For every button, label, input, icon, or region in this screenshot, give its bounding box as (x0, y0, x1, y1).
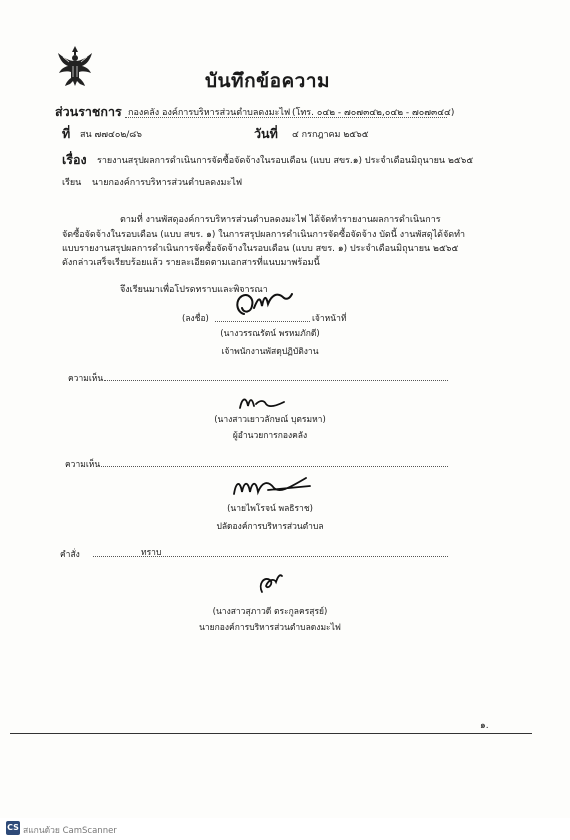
signature-3-mark (230, 474, 330, 504)
closing-text: จึงเรียนมาเพื่อโปรดทราบและพิจารณา (120, 285, 268, 295)
ref-label: ที่ (62, 126, 71, 141)
camscanner-text: สแกนด้วย CamScanner (23, 826, 117, 836)
opinion-1-line (104, 380, 448, 381)
to-value: นายกองค์การบริหารส่วนตำบลดงมะไฟ (92, 178, 243, 188)
subject-label: เรื่อง (62, 152, 87, 167)
opinion-label-2: ความเห็น (65, 460, 101, 470)
to-label: เรียน (62, 178, 82, 188)
agency-label: ส่วนราชการ (55, 104, 122, 119)
signature-1-mark (232, 286, 302, 324)
order-label: คำสั่ง (60, 550, 80, 560)
signer-3-name: (นายไพโรจน์ พลธิราช) (227, 504, 313, 514)
order-value: ทราบ (141, 548, 162, 558)
subject-value: รายงานสรุปผลการดำเนินการจัดซื้อจัดจ้างในรอบเดือน (แบบ สขร.๑) ประจำเดือนมิถุนายน ๒๕๖๕ (97, 156, 474, 166)
body-line-4: ดังกล่าวเสร็จเรียบร้อยแล้ว รายละเอียดตามเอกสารที่แนบมาพร้อมนี้ (62, 258, 320, 268)
corner-mark: ๑. (480, 721, 489, 731)
signer-4-position: นายกองค์การบริหารส่วนตำบลดงมะไฟ (199, 623, 341, 633)
signer-3-position: ปลัดองค์การบริหารส่วนตำบล (216, 522, 324, 532)
opinion-2-line (101, 466, 448, 467)
bottom-rule (10, 733, 532, 734)
order-line (93, 556, 448, 557)
agency-value: กองคลัง องค์การบริหารส่วนตำบลดงมะไฟ (128, 108, 291, 118)
date-label: วันที่ (254, 126, 278, 141)
signer-1-position: เจ้าพนักงานพัสดุปฏิบัติงาน (221, 347, 319, 357)
agency-phone: (โทร. ๐๔๒ - ๗๐๗๓๔๒,๐๔๒ - ๗๐๗๓๔๔) (292, 108, 455, 118)
sign-open-label: (ลงชื่อ) (182, 314, 209, 324)
ref-value: สน ๗๗๔๐๒/๘๖ (80, 130, 142, 140)
signer-4-name: (นางสาวสุภาวดี ตระกูลครสุรย์) (212, 607, 328, 617)
signer-1-name: (นางวรรณรัตน์ พรหมภักดี) (220, 329, 320, 339)
camscanner-logo-icon: CS (6, 821, 20, 835)
agency-underline (125, 117, 447, 118)
signer-2-name: (นางสาวเยาวลักษณ์ บุตรมหา) (214, 415, 326, 425)
signer-2-position: ผู้อำนวยการกองคลัง (232, 431, 308, 441)
signature-4-mark (256, 572, 286, 602)
date-value: ๔ กรกฎาคม ๒๕๖๕ (292, 130, 369, 140)
body-line-1: ตามที่ งานพัสดุองค์การบริหารส่วนตำบลดงมะไฟ ได้จัดทำรายงานผลการดำเนินการ (120, 215, 441, 225)
opinion-label-1: ความเห็น (68, 374, 104, 384)
memo-title: บันทึกข้อความ (205, 70, 331, 92)
body-line-2: จัดซื้อจัดจ้างในรอบเดือน (แบบ สขร. ๑) ในการสรุปผลการดำเนินการจัดซื้อจัดจ้าง บัดนี้ งานพัสดุได้จัดทำ (62, 230, 466, 240)
garuda-emblem-icon (55, 44, 95, 88)
body-line-3: แบบรายงานสรุปผลการดำเนินการจัดซื้อจัดจ้างในรอบเดือน (แบบ สขร. ๑) ประจำเดือนมิถุนายน ๒๕๖๕ (62, 244, 459, 254)
sign-role-label: เจ้าหน้าที่ (312, 314, 347, 324)
